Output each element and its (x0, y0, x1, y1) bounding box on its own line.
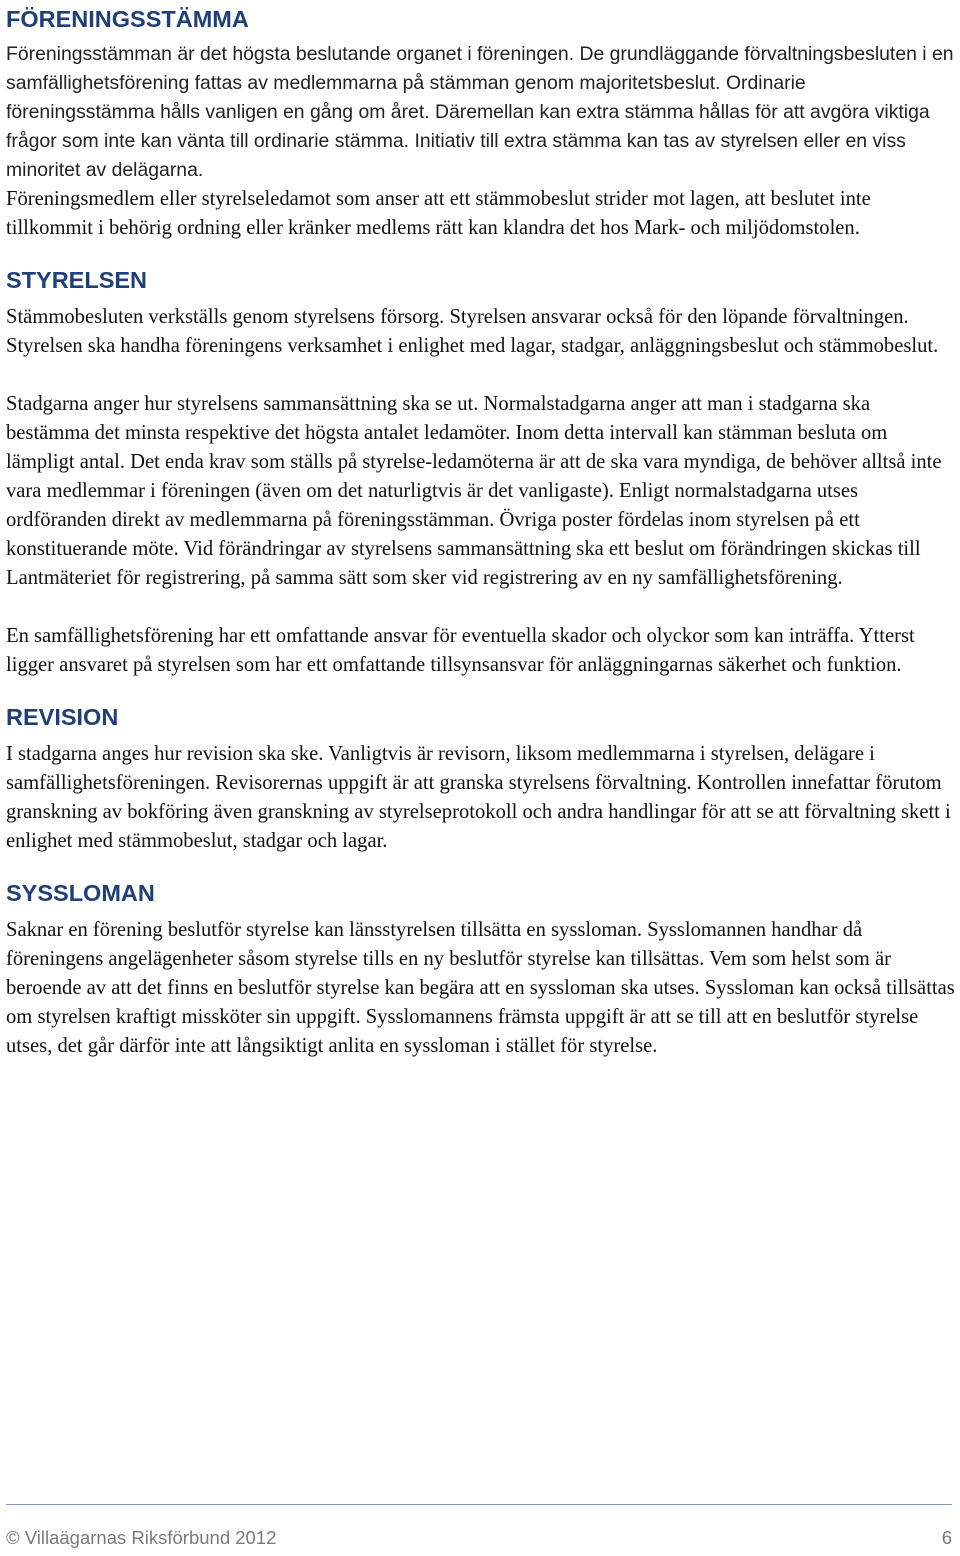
paragraph: Saknar en förening beslutför styrelse kan länsstyrelsen tillsätta en syssloman. Sysslomannen handhar då föreningens angelägenheter såsom styrelse tills en ny beslutför styrelse kan tillsättas. Vem som helst som är beroende av att det finns en beslutför styrelse kan begära att en syssloman ska utses. Syssloman kan också tillsättas om styrelsen kraftigt missköter sin uppgift. Sysslomannens främsta uppgift är att se till att en beslutför styrelse utses, det går därför inte att långsiktigt anlita en syssloman i stället för styrelse. (6, 919, 955, 1057)
paragraph: En samfällighetsförening har ett omfattande ansvar för eventuella skador och olyckor som kan inträffa. Ytterst ligger ansvaret på styrelsen som har ett omfattande tillsynsansvar för anläggningarnas säkerhet och funktion. (6, 625, 915, 676)
section-heading-styrelsen: STYRELSEN (6, 267, 148, 293)
section-heading-syssloman: SYSSLOMAN (6, 880, 155, 906)
paragraph: Föreningsstämman är det högsta beslutande organet i föreningen. De grundläggande förvaltningsbesluten i en samfällighetsförening fattas av medlemmarna på stämman genom majoritetsbeslut. Ordinarie föreningsstämma hålls vanligen en gång om året. Däremellan kan extra stämma hållas för att avgöra viktiga frågor som inte kan vänta till ordinarie stämma. Initiativ till extra stämma kan tas av styrelsen eller en viss minoritet av delägarna. (6, 43, 954, 181)
footer-copyright: © Villaägarnas Riksförbund 2012 (6, 1527, 277, 1548)
section-heading-revision: REVISION (6, 704, 119, 730)
footer-page-number: 6 (941, 1527, 952, 1548)
paragraph: Stadgarna anger hur styrelsens sammansättning ska se ut. Normalstadgarna anger att man i stadgarna ska bestämma det minsta respektive det högsta antalet ledamöter. Inom detta intervall kan stämman besluta om lämpligt antal. Det enda krav som ställs på styrelse-ledamöterna är att de ska vara myndiga, de behöver alltså inte vara medlemmar i föreningen (även om det naturligtvis är det vanligaste). Enligt normalstadgarna utses ordföranden direkt av medlemmarna på föreningsstämman. Övriga poster fördelas inom styrelsen på ett konstituerande möte. Vid förändringar av styrelsens sammansättning ska ett beslut om förändringen skickas till Lantmäteriet för registrering, på samma sätt som sker vid registrering av en ny samfällighetsförening. (6, 393, 942, 589)
paragraph: I stadgarna anges hur revision ska ske. Vanligtvis är revisorn, liksom medlemmarna i styrelsen, delägare i samfällighetsföreningen. Revisorernas uppgift är att granska styrelsens förvaltning. Kontrollen innefattar förutom granskning av bokföring även granskning av styrelseprotokoll och andra handlingar för att se att förvaltning skett i enlighet med stämmobeslut, stadgar och lagar. (6, 743, 951, 852)
document-page (6, 0, 958, 1061)
section-heading-foreningsstamma: FÖRENINGSSTÄMMA (6, 6, 249, 32)
paragraph: Stämmobesluten verkställs genom styrelsens försorg. Styrelsen ansvarar också för den löpande förvaltningen. Styrelsen ska handha föreningens verksamhet i enlighet med lagar, stadgar, anläggningsbeslut och stämmobeslut. (6, 306, 939, 357)
page-footer (6, 1504, 952, 1556)
paragraph: Föreningsmedlem eller styrelseledamot som anser att ett stämmobeslut strider mot lagen, att beslutet inte tillkommit i behörig ordning eller kränker medlems rätt kan klandra det hos Mark- och miljödomstolen. (6, 188, 871, 239)
